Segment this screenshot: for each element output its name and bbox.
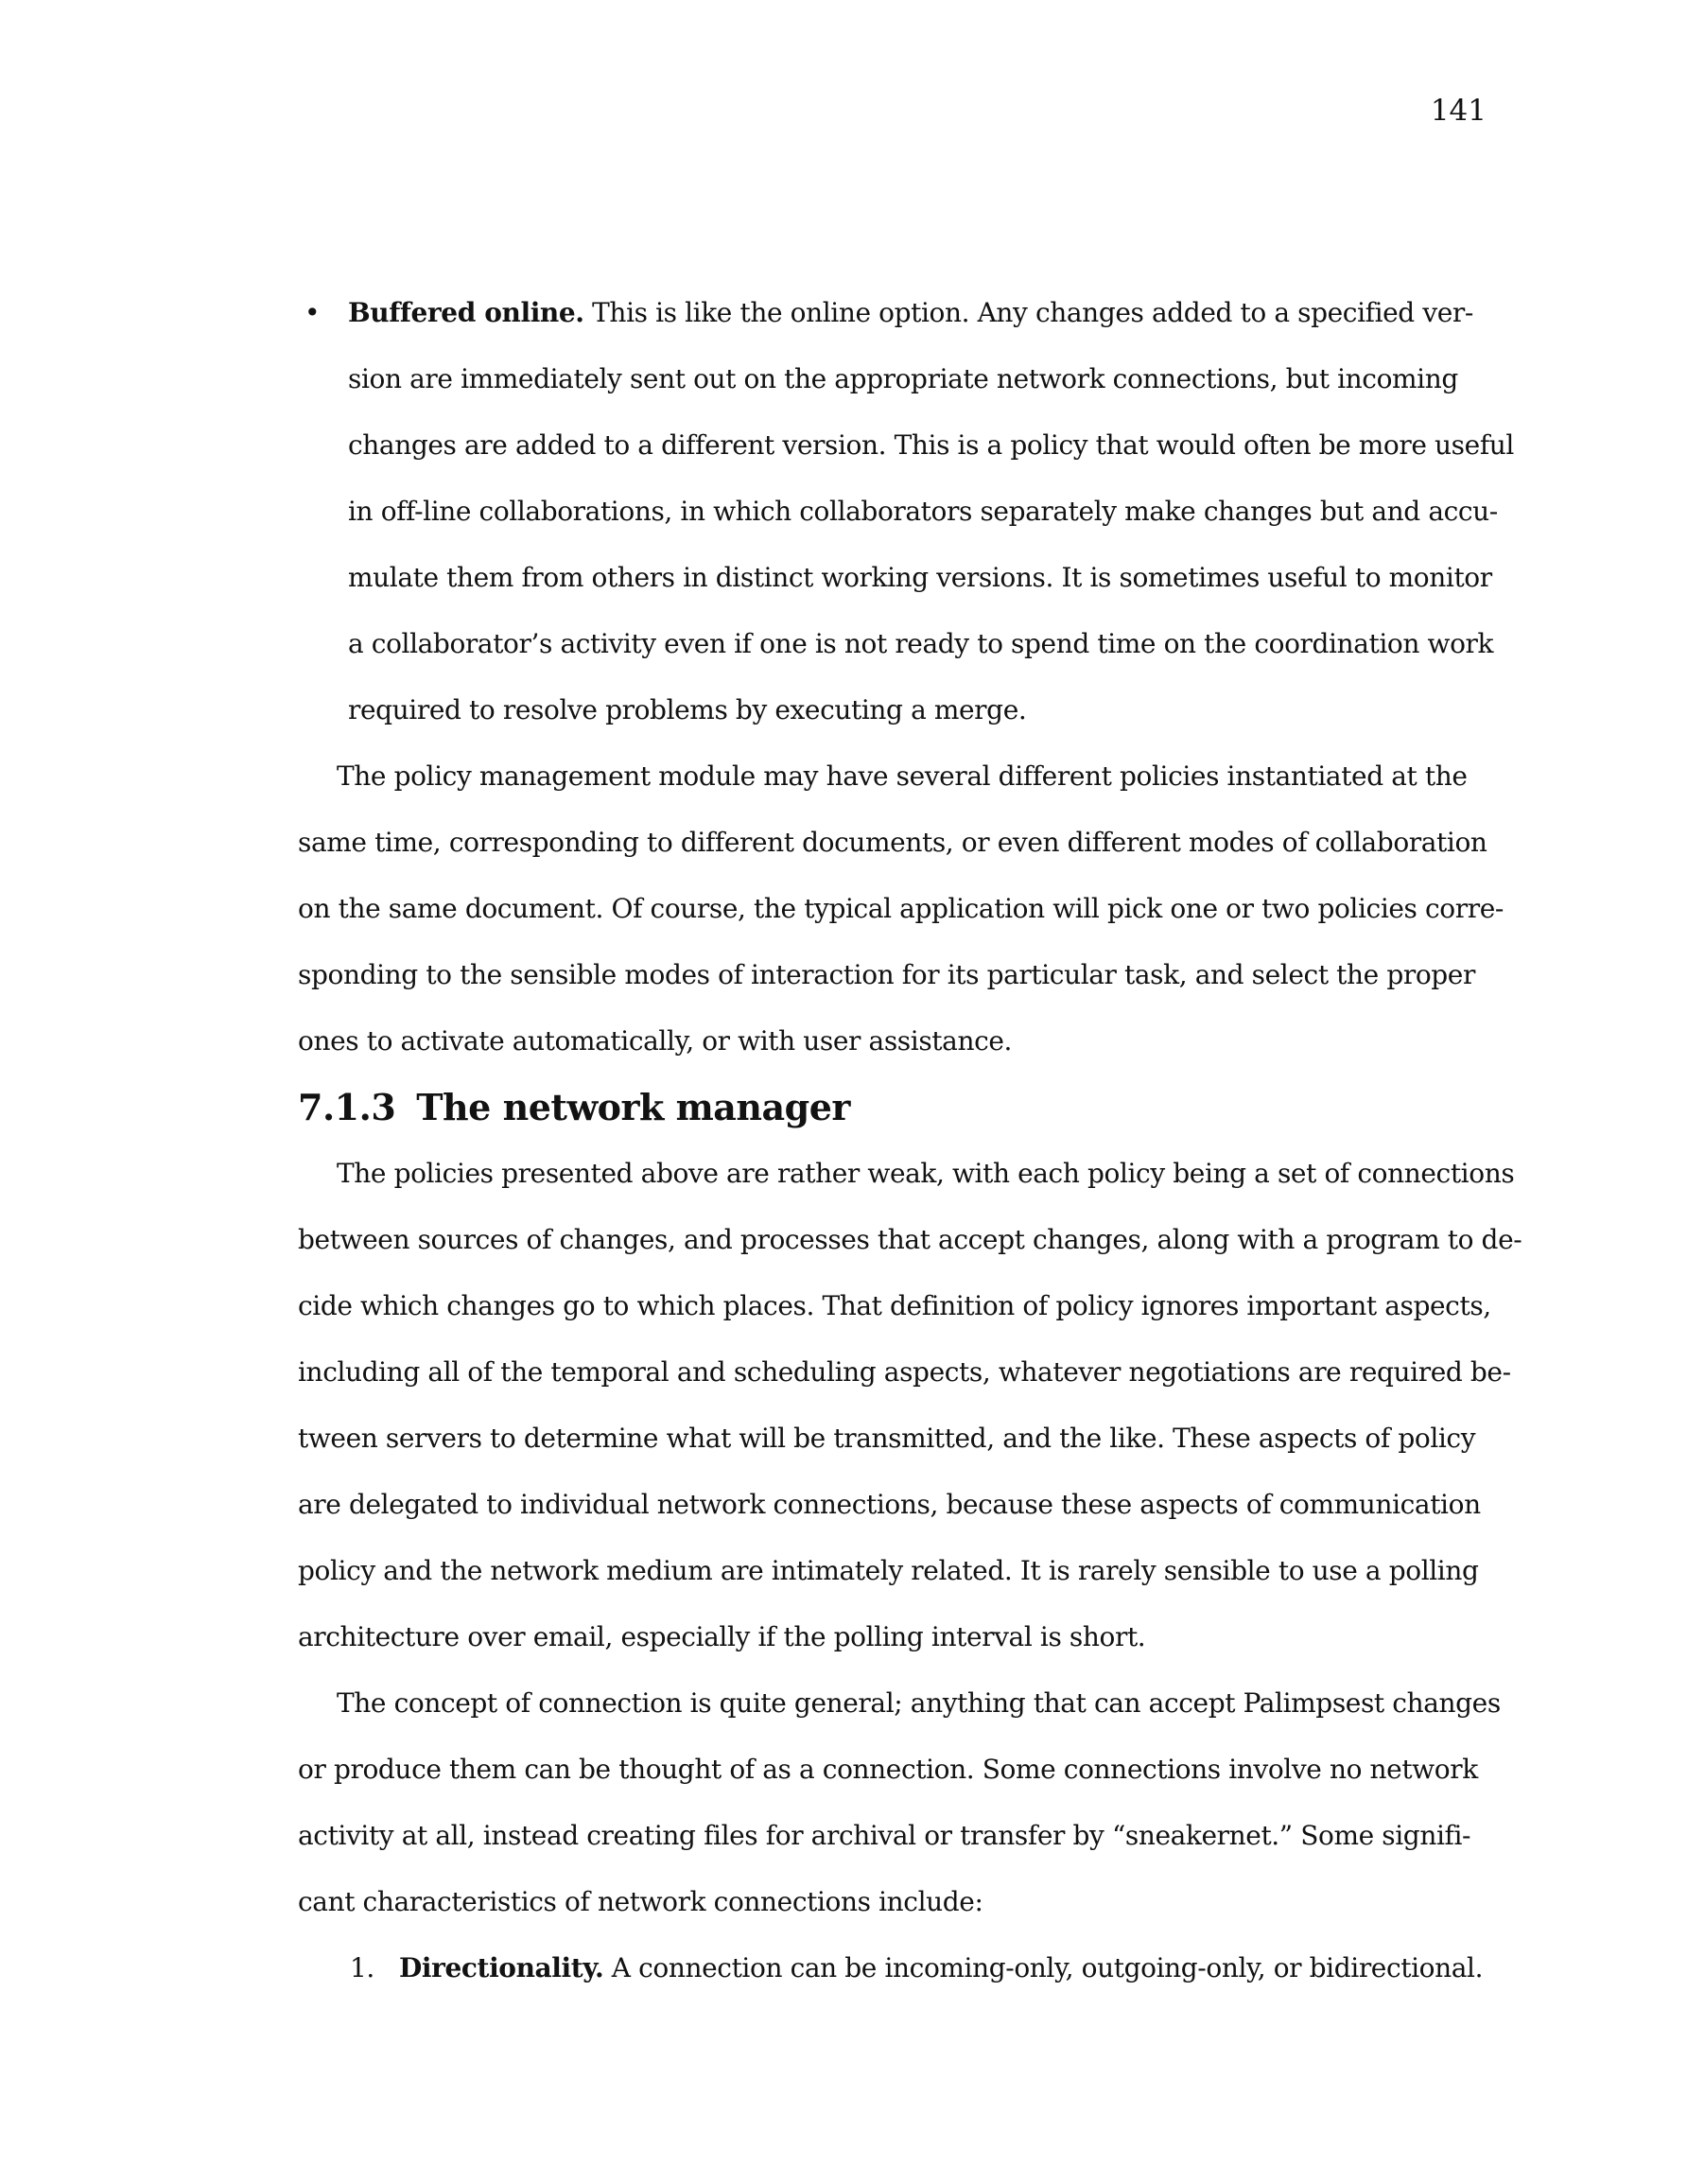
text-line: cide which changes go to which places. That definition of policy ignores important aspects, bbox=[298, 1290, 1491, 1321]
section-number: 7.1.3 bbox=[298, 1086, 396, 1128]
text-line: The policy management module may have several different policies instantiated at the bbox=[337, 760, 1468, 792]
text-line: sion are immediately sent out on the appropriate network connections, but incoming bbox=[348, 363, 1458, 394]
bullet-icon: • bbox=[304, 297, 321, 328]
text-line: in off-line collaborations, in which collaborators separately make changes but and accu- bbox=[348, 496, 1498, 527]
text-line: activity at all, instead creating files for archival or transfer by “sneakernet.” Some signifi- bbox=[298, 1820, 1471, 1851]
text-line: between sources of changes, and processes that accept changes, along with a program to de- bbox=[298, 1224, 1522, 1255]
text-line: architecture over email, especially if the polling interval is short. bbox=[298, 1621, 1146, 1652]
text-line: sponding to the sensible modes of interaction for its particular task, and select the proper bbox=[298, 959, 1475, 990]
text-line: same time, corresponding to different documents, or even different modes of collaboration bbox=[298, 827, 1487, 858]
text-line: are delegated to individual network connections, because these aspects of communication bbox=[298, 1489, 1481, 1520]
text-line: The concept of connection is quite general; anything that can accept Palimpsest changes bbox=[337, 1687, 1501, 1719]
text-line: tween servers to determine what will be transmitted, and the like. These aspects of policy bbox=[298, 1423, 1476, 1454]
text-line: policy and the network medium are intimately related. It is rarely sensible to use a polling bbox=[298, 1555, 1479, 1586]
text-line: a collaborator’s activity even if one is not ready to spend time on the coordination work bbox=[348, 628, 1494, 659]
text-line: ones to activate automatically, or with user assistance. bbox=[298, 1025, 1013, 1057]
text-line: or produce them can be thought of as a connection. Some connections involve no network bbox=[298, 1754, 1478, 1785]
bullet-item-first-line bbox=[298, 280, 1527, 346]
section-title: The network manager bbox=[416, 1086, 850, 1128]
page-number: 141 bbox=[1430, 94, 1487, 128]
list-item-number: 1. bbox=[350, 1952, 374, 1983]
numbered-item bbox=[298, 1935, 1527, 2001]
text-line: cant characteristics of network connections include: bbox=[298, 1886, 983, 1917]
text-line: required to resolve problems by executing a merge. bbox=[348, 694, 1027, 725]
text-line: changes are added to a different version. This is a policy that would often be more useful bbox=[348, 429, 1514, 461]
section-heading bbox=[298, 1075, 1527, 1141]
page-body bbox=[298, 280, 1527, 2001]
text-line: A connection can be incoming-only, outgoing-only, or bidirectional. bbox=[603, 1952, 1484, 1983]
text-line: on the same document. Of course, the typical application will pick one or two policies corre- bbox=[298, 893, 1504, 924]
bullet-item-lead: Buffered online. bbox=[348, 297, 584, 328]
text-line: The policies presented above are rather weak, with each policy being a set of connections bbox=[337, 1158, 1515, 1189]
text-line: mulate them from others in distinct working versions. It is sometimes useful to monitor bbox=[348, 562, 1492, 593]
list-item-lead: Directionality. bbox=[399, 1952, 604, 1983]
text-line: This is like the online option. Any changes added to a specified ver- bbox=[583, 297, 1473, 328]
text-line: including all of the temporal and scheduling aspects, whatever negotiations are required be- bbox=[298, 1356, 1511, 1388]
